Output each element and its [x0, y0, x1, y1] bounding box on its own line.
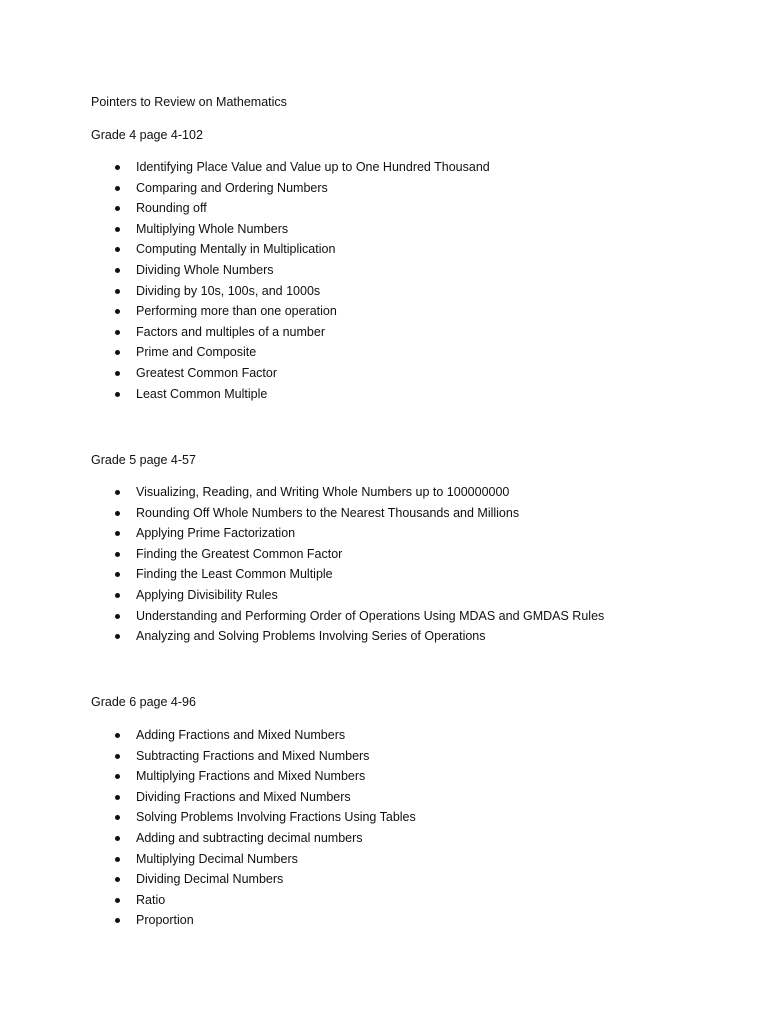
- list-item-text: Prime and Composite: [136, 345, 257, 360]
- list-item-text: Greatest Common Factor: [136, 365, 278, 380]
- bullet-icon: [115, 898, 120, 903]
- list-item-text: Subtracting Fractions and Mixed Numbers: [136, 748, 370, 763]
- bullet-icon: [115, 918, 120, 923]
- bullet-icon: [115, 186, 120, 191]
- bullet-icon: [115, 511, 120, 516]
- bullet-icon: [115, 289, 120, 294]
- bullet-icon: [115, 774, 120, 779]
- list-item-text: Visualizing, Reading, and Writing Whole Numbers up to 100000000: [136, 485, 510, 499]
- list-item-text: Applying Divisibility Rules: [136, 587, 278, 602]
- bullet-icon: [115, 309, 120, 314]
- list-item-text: Performing more than one operation: [136, 304, 337, 319]
- list-item-text: Rounding Off Whole Numbers to the Nearest Thousands and Millions: [136, 505, 520, 520]
- bullet-icon: [115, 754, 120, 759]
- bullet-icon: [115, 268, 120, 273]
- list-item-text: Multiplying Decimal Numbers: [136, 851, 298, 866]
- list-item-text: Computing Mentally in Multiplication: [136, 242, 336, 257]
- list-item-text: Ratio: [136, 892, 166, 907]
- list-item-text: Dividing Decimal Numbers: [136, 872, 284, 887]
- bullet-icon: [115, 634, 120, 639]
- bullet-icon: [115, 206, 120, 211]
- bullet-icon: [115, 247, 120, 252]
- bullet-icon: [115, 614, 120, 619]
- bullet-icon: [115, 490, 120, 495]
- list-item-text: Dividing Whole Numbers: [136, 262, 274, 277]
- list-item-text: Solving Problems Involving Fractions Using Tables: [136, 810, 416, 825]
- bullet-icon: [115, 330, 120, 335]
- bullet-icon: [115, 371, 120, 376]
- list-item-text: Rounding off: [136, 201, 207, 216]
- list-item-text: Proportion: [136, 913, 194, 928]
- bullet-icon: [115, 552, 120, 557]
- list-item-text: Adding Fractions and Mixed Numbers: [136, 728, 346, 742]
- bullet-icon: [115, 227, 120, 232]
- bullet-icon: [115, 392, 120, 397]
- bullet-icon: [115, 877, 120, 882]
- list-item-text: Analyzing and Solving Problems Involving Series of Operations: [136, 629, 486, 644]
- list-item-text: Dividing Fractions and Mixed Numbers: [136, 789, 351, 804]
- bullet-icon: [115, 857, 120, 862]
- list-item-text: Factors and multiples of a number: [136, 324, 325, 339]
- document-title: Pointers to Review on Mathematics: [91, 95, 287, 109]
- list-item-text: Comparing and Ordering Numbers: [136, 180, 328, 195]
- list-item-text: Multiplying Whole Numbers: [136, 221, 289, 236]
- section-heading-grade-5: Grade 5 page 4-57: [91, 453, 196, 467]
- bullet-icon: [115, 836, 120, 841]
- list-item-text: Least Common Multiple: [136, 386, 268, 401]
- bullet-icon: [115, 531, 120, 536]
- section-heading-grade-4: Grade 4 page 4-102: [91, 128, 203, 142]
- list-item-text: Multiplying Fractions and Mixed Numbers: [136, 769, 366, 784]
- bullet-icon: [115, 733, 120, 738]
- list-item-text: Adding and subtracting decimal numbers: [136, 830, 363, 845]
- list-item-text: Finding the Least Common Multiple: [136, 567, 333, 582]
- bullet-icon: [115, 815, 120, 820]
- list-item-text: Finding the Greatest Common Factor: [136, 546, 343, 561]
- list-item-text: Dividing by 10s, 100s, and 1000s: [136, 283, 321, 298]
- bullet-icon: [115, 593, 120, 598]
- list-item-text: Understanding and Performing Order of Operations Using MDAS and GMDAS Rules: [136, 608, 605, 623]
- bullet-icon: [115, 572, 120, 577]
- section-heading-grade-6: Grade 6 page 4-96: [91, 695, 196, 709]
- list-item-text: Applying Prime Factorization: [136, 526, 296, 541]
- bullet-icon: [115, 795, 120, 800]
- bullet-icon: [115, 165, 120, 170]
- bullet-icon: [115, 350, 120, 355]
- list-item-text: Identifying Place Value and Value up to One Hundred Thousand: [136, 160, 490, 174]
